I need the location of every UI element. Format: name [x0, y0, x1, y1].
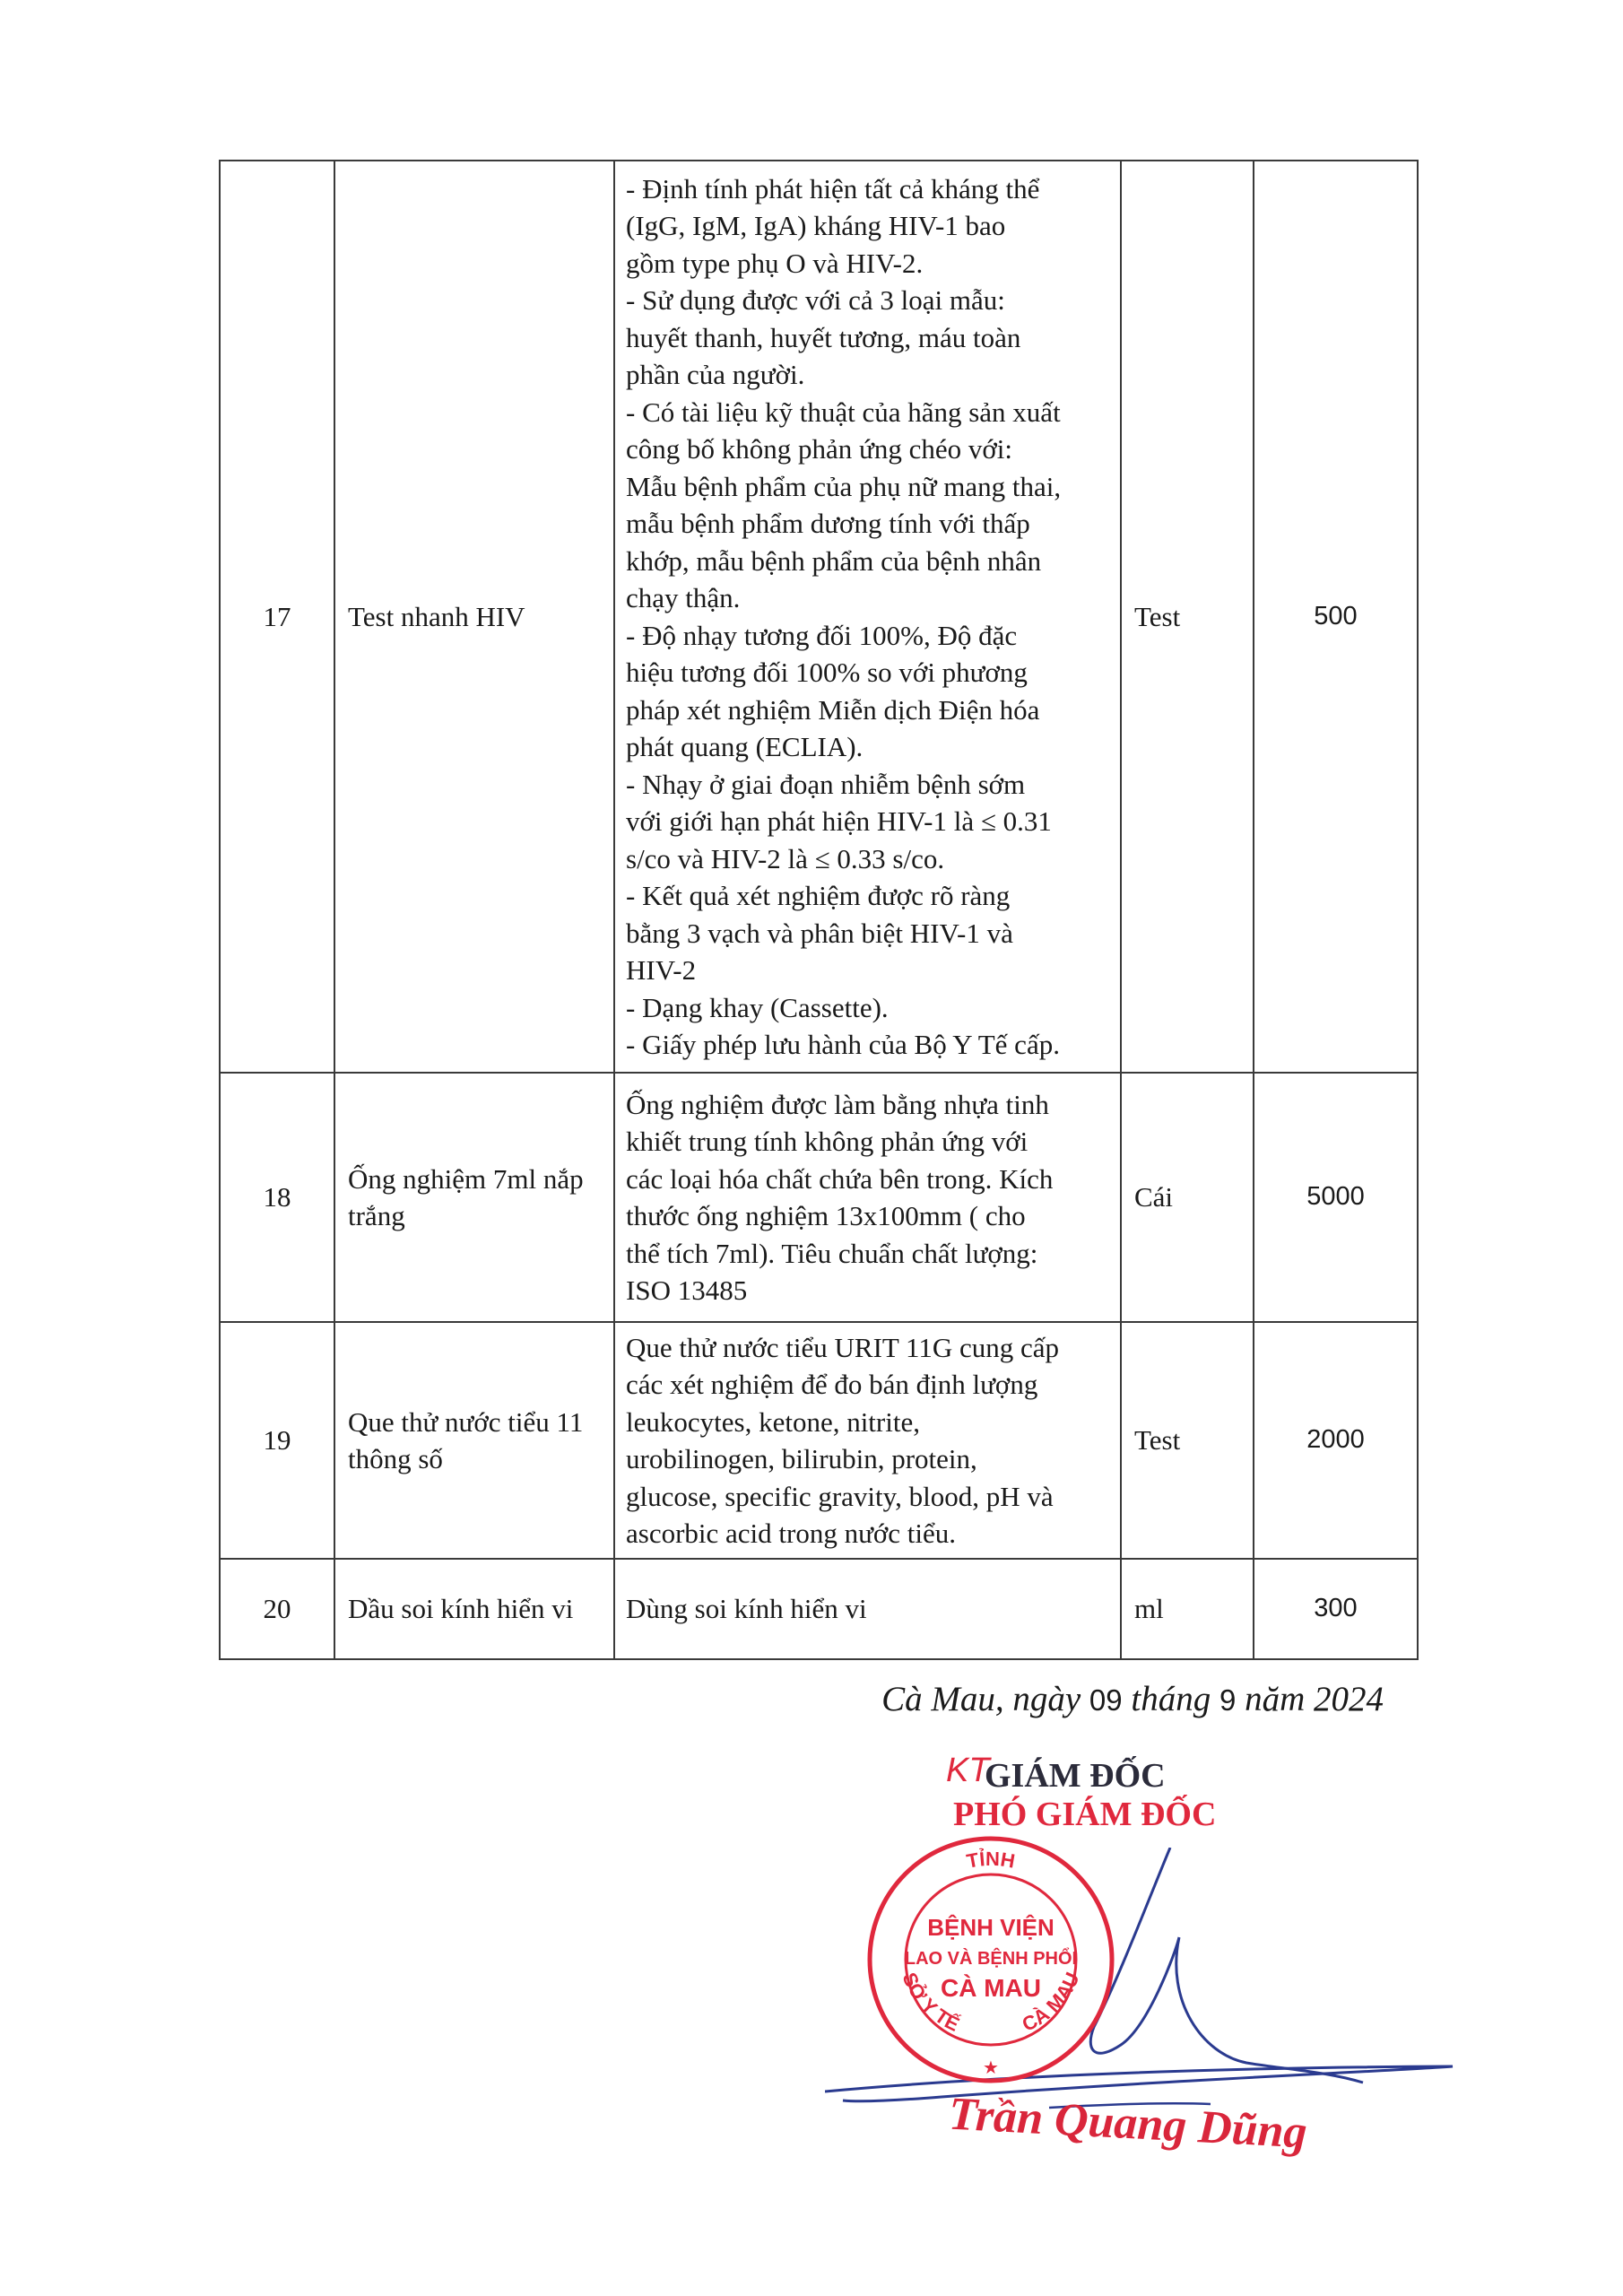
specification-table	[219, 160, 1419, 1660]
item-unit: Test	[1121, 161, 1254, 1073]
spec-line: pháp xét nghiệm Miễn dịch Điện hóa	[626, 693, 1040, 726]
item-specification	[614, 1322, 1121, 1559]
item-quantity: 5000	[1254, 1073, 1418, 1322]
spec-line: HIV-2	[626, 954, 697, 986]
item-name: Test nhanh HIV	[334, 161, 614, 1073]
hospital-seal	[861, 1830, 1121, 2090]
item-specification	[614, 1073, 1121, 1322]
spec-line: phần của người.	[626, 359, 805, 390]
spec-line: khớp, mẫu bệnh phẩm của bệnh nhân	[626, 544, 1042, 577]
date-month: 9	[1219, 1683, 1237, 1717]
date-month-label: tháng	[1131, 1680, 1211, 1718]
spec-line: - Giấy phép lưu hành của Bộ Y Tế cấp.	[626, 1029, 1060, 1060]
signer-name: Trần Quang Dũng	[947, 2088, 1308, 2159]
spec-line: Que thử nước tiểu URIT 11G cung cấp	[626, 1331, 1060, 1363]
spec-line: leukocytes, ketone, nitrite,	[626, 1405, 920, 1438]
seal-star-icon: ★	[983, 2058, 999, 2078]
kt-handwritten: KT.	[946, 1752, 996, 1789]
spec-line: Dùng soi kính hiển vi	[626, 1593, 867, 1625]
seal-center-line1: BỆNH VIỆN	[927, 1914, 1055, 1941]
seal-center-line3: CÀ MAU	[941, 1974, 1041, 2002]
spec-line: thể tích 7ml). Tiêu chuẩn chất lượng:	[626, 1237, 1038, 1269]
row-number: 20	[220, 1559, 334, 1659]
spec-line: - Sử dụng được với cả 3 loại mẫu:	[626, 284, 1005, 316]
spec-line: thước ống nghiệm 13x100mm ( cho	[626, 1200, 1026, 1231]
spec-line: Mẫu bệnh phẩm của phụ nữ mang thai,	[626, 470, 1062, 502]
table-row	[220, 1073, 1418, 1322]
deputy-director-title: PHÓ GIÁM ĐỐC	[953, 1796, 1217, 1833]
spec-line: chạy thận.	[626, 582, 741, 613]
spec-line: Ống nghiệm được làm bằng nhựa tinh	[626, 1088, 1049, 1120]
spec-line: các xét nghiệm để đo bán định lượng	[626, 1369, 1038, 1400]
seal-right-text: CÀ MAU	[1018, 1969, 1084, 2036]
spec-line: (IgG, IgM, IgA) kháng HIV-1 bao	[626, 210, 1006, 241]
item-quantity: 500	[1254, 161, 1418, 1073]
row-number: 18	[220, 1073, 334, 1322]
date-year: năm 2024	[1245, 1680, 1384, 1718]
item-name: Dầu soi kính hiển vi	[334, 1559, 614, 1659]
spec-line: - Định tính phát hiện tất cả kháng thể	[626, 172, 1040, 204]
spec-line: với giới hạn phát hiện HIV-1 là ≤ 0.31	[626, 805, 1052, 837]
spec-line: khiết trung tính không phản ứng với	[626, 1126, 1028, 1157]
table-row	[220, 1322, 1418, 1559]
spec-line: các loại hóa chất chứa bên trong. Kích	[626, 1162, 1054, 1195]
spec-line: - Dạng khay (Cassette).	[626, 991, 889, 1023]
item-quantity: 300	[1254, 1559, 1418, 1659]
spec-line: huyết thanh, huyết tương, máu toàn	[626, 321, 1021, 353]
item-specification	[614, 1559, 1121, 1659]
spec-line: ISO 13485	[626, 1274, 748, 1306]
seal-center-line2: LAO VÀ BỆNH PHỔI	[904, 1949, 1078, 1969]
item-name: Ống nghiệm 7ml nắp trắng	[334, 1073, 614, 1322]
spec-line: công bố không phản ứng chéo với:	[626, 433, 1012, 465]
spec-line: s/co và HIV-2 là ≤ 0.33 s/co.	[626, 842, 945, 874]
item-unit: Test	[1121, 1322, 1254, 1559]
spec-line: gồm type phụ O và HIV-2.	[626, 247, 924, 279]
date-prefix: Cà Mau, ngày	[881, 1680, 1081, 1718]
spec-line: - Kết quả xét nghiệm được rõ ràng	[626, 880, 1011, 911]
table-body	[220, 161, 1418, 1659]
spec-line: bằng 3 vạch và phân biệt HIV-1 và	[626, 917, 1013, 949]
spec-line: - Độ nhạy tương đối 100%, Độ đặc	[626, 619, 1018, 651]
date-line	[881, 1679, 1384, 1719]
spec-line: glucose, specific gravity, blood, pH và	[626, 1480, 1054, 1512]
spec-line: - Nhạy ở giai đoạn nhiễm bệnh sớm	[626, 768, 1026, 800]
item-quantity: 2000	[1254, 1322, 1418, 1559]
director-title: GIÁM ĐỐC	[985, 1757, 1166, 1795]
item-unit: Cái	[1121, 1073, 1254, 1322]
seal-top-text: TỈNH	[964, 1847, 1017, 1873]
table-row	[220, 1559, 1418, 1659]
item-specification	[614, 161, 1121, 1073]
row-number: 19	[220, 1322, 334, 1559]
svg-text:TỈNH	[965, 1848, 1017, 1873]
item-unit: ml	[1121, 1559, 1254, 1659]
spec-line: phát quang (ECLIA).	[626, 731, 864, 762]
row-number: 17	[220, 161, 334, 1073]
spec-line: - Có tài liệu kỹ thuật của hãng sản xuất	[626, 396, 1061, 428]
seal-left-text: SỞ Y TẾ	[898, 1969, 963, 2036]
table-row	[220, 161, 1418, 1073]
spec-line: mẫu bệnh phẩm dương tính với thấp	[626, 508, 1030, 539]
item-name: Que thử nước tiểu 11 thông số	[334, 1322, 614, 1559]
date-day: 09	[1089, 1683, 1123, 1717]
spec-line: ascorbic acid trong nước tiểu.	[626, 1518, 957, 1549]
spec-line: urobilinogen, bilirubin, protein,	[626, 1443, 977, 1474]
spec-line: hiệu tương đối 100% so với phương	[626, 657, 1028, 688]
